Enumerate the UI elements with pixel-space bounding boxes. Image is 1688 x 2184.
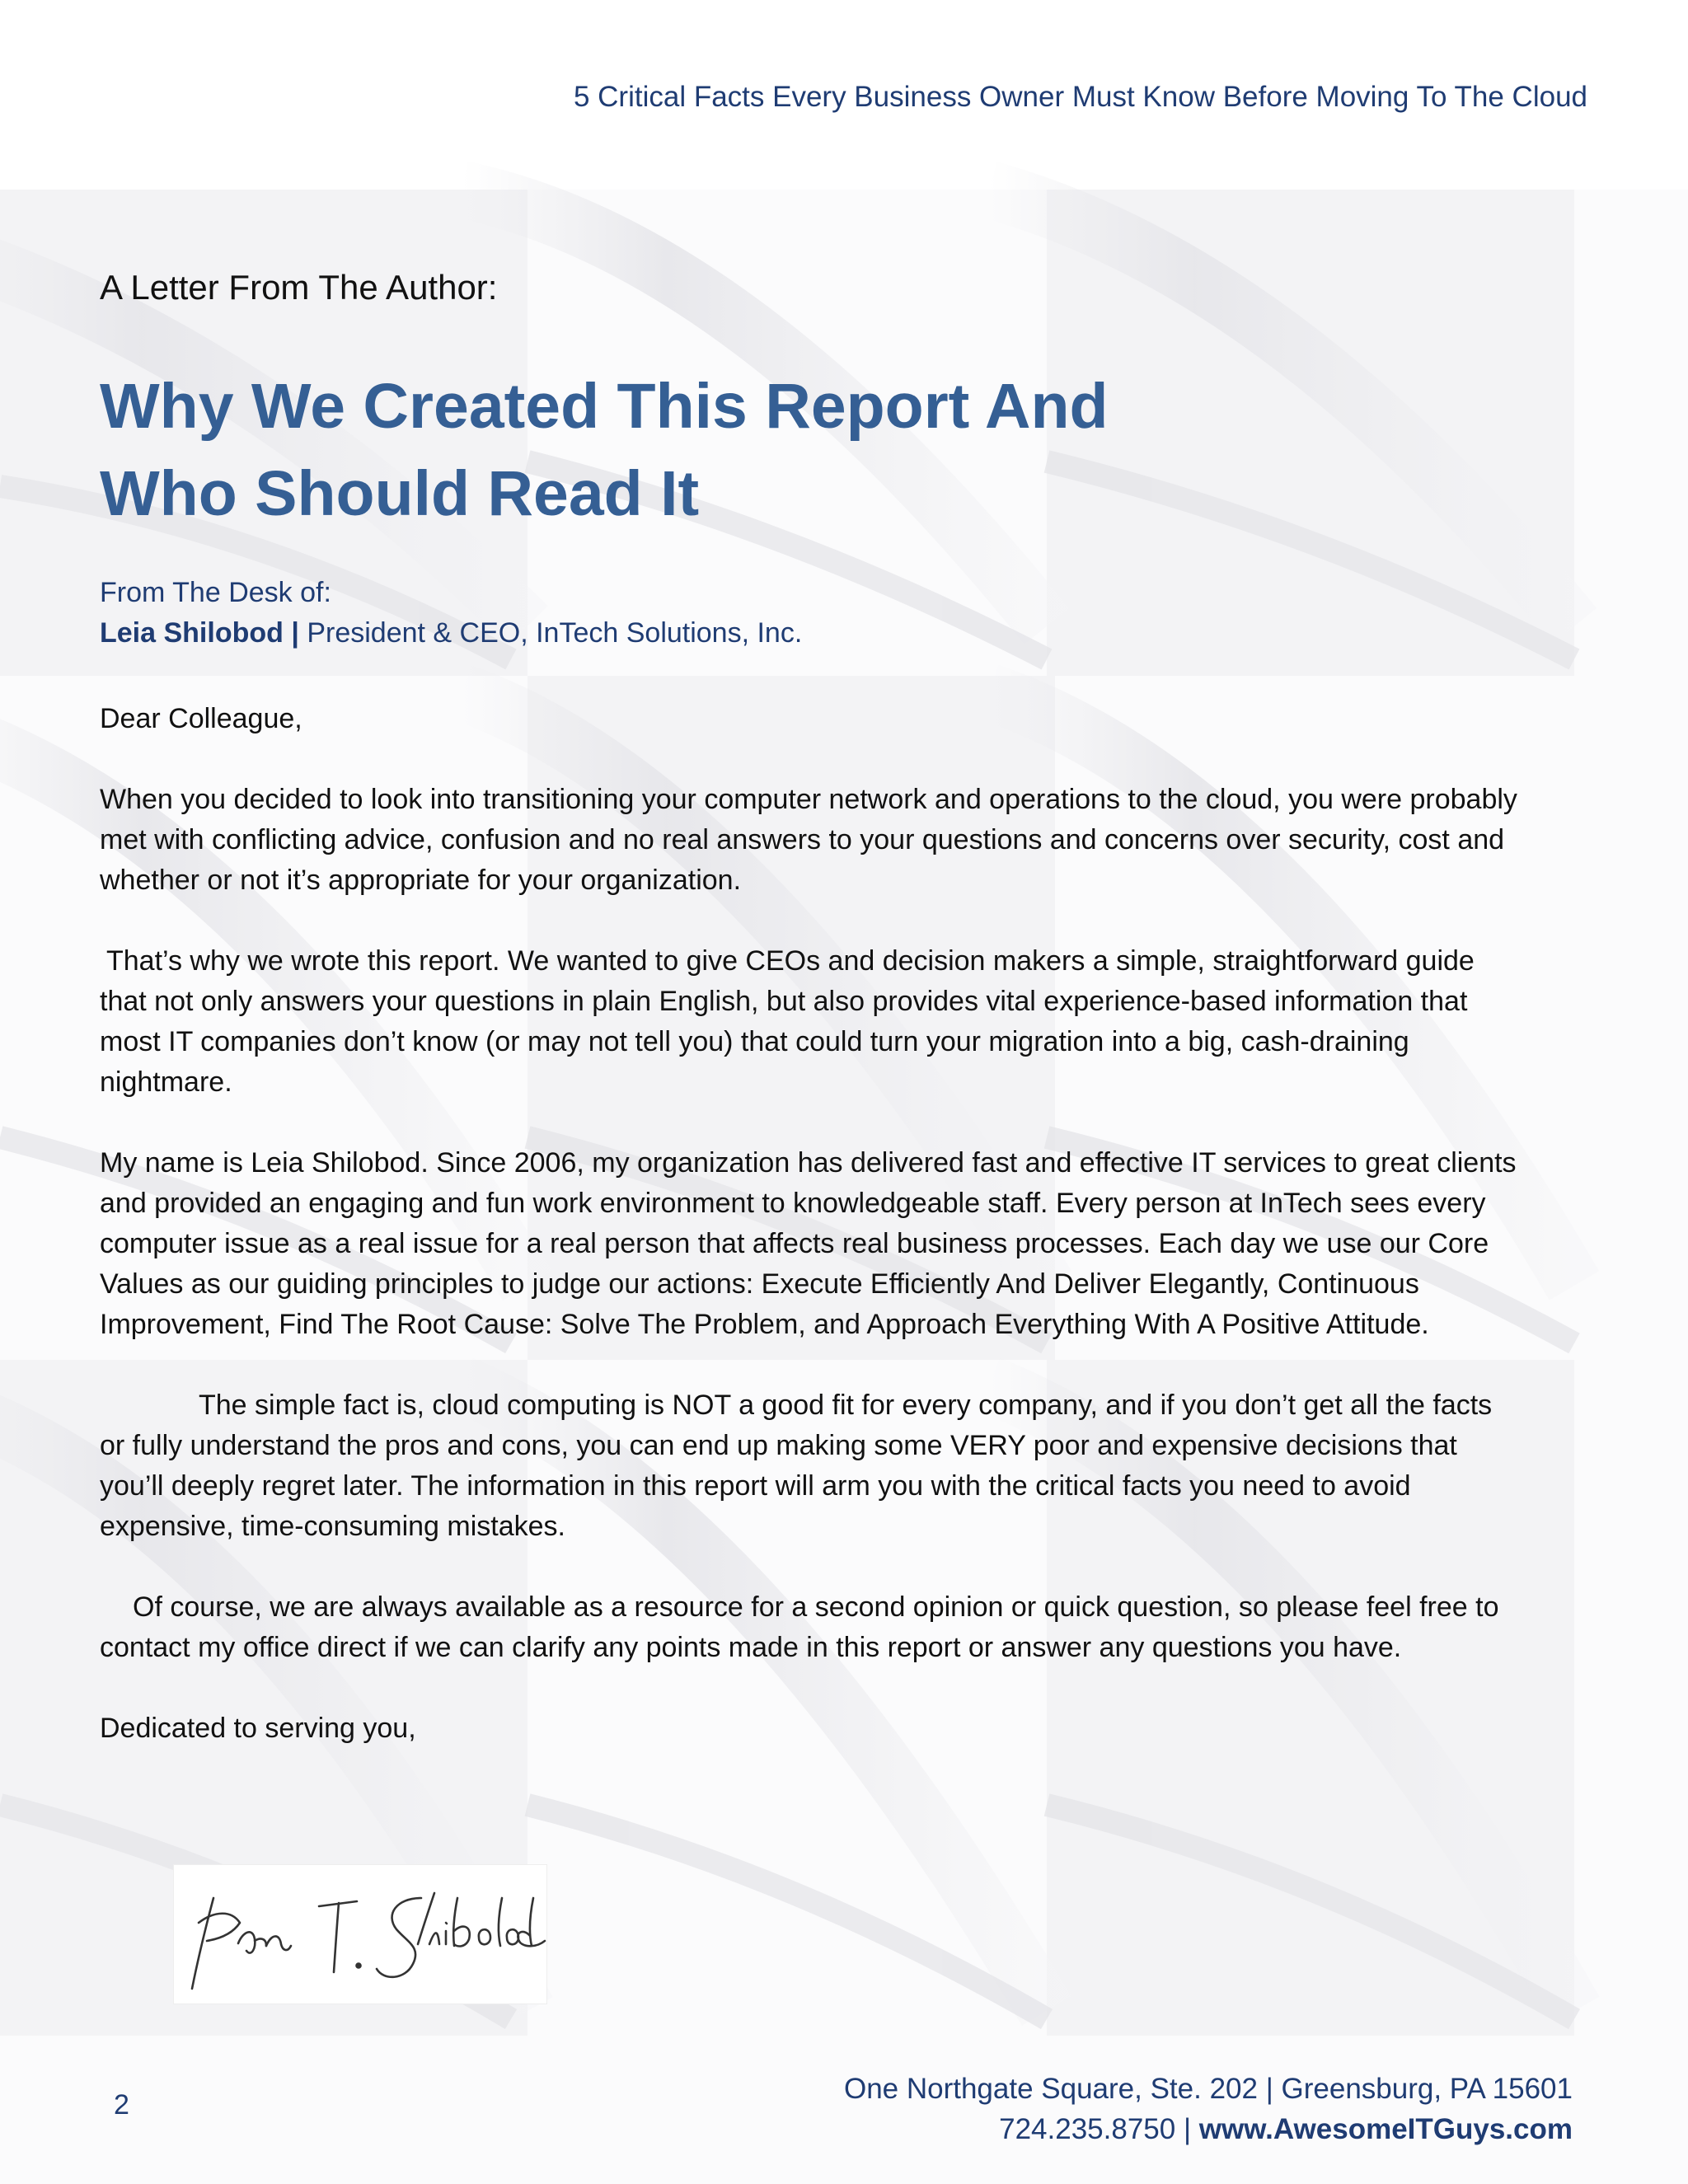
body-paragraph: Of course, we are always available as a resource for a second opinion or quick question, so please feel free to contact my office direct if we can clarify any points made in this report or answer any questions you have.	[100, 1591, 1499, 1663]
from-desk-label: From The Desk of:	[100, 577, 331, 608]
body-paragraph: When you decided to look into transitioning your computer network and operations to the cloud, you were probably met with conflicting advice, confusion and no real answers to your questions and concerns over security, cost and whether or not it’s appropriate for your organization.	[100, 784, 1517, 896]
letter-body	[100, 699, 1517, 1789]
author-line	[100, 617, 802, 649]
page-number: 2	[114, 2089, 129, 2121]
body-paragraph: That’s why we wrote this report. We wanted to give CEOs and decision makers a simple, straightforward guide that not only answers your questions in plain English, but also provides vital experience-based information that most IT companies don’t know (or may not tell you) that could turn your migration into a big, cash-draining nightmare.	[100, 945, 1475, 1098]
closing: Dedicated to serving you,	[100, 1713, 416, 1744]
salutation: Dear Colleague,	[100, 703, 302, 734]
letter-kicker: A Letter From The Author:	[100, 268, 498, 307]
footer-contact	[844, 2069, 1573, 2149]
body-paragraph: The simple fact is, cloud computing is NOT a good fit for every company, and if you don’t get all the facts or fully understand the pros and cons, you can end up making some VERY poor and expensive decisions that you’ll deeply regret later. The information in this report will arm you with the critical facts you need to avoid expensive, time-consuming mistakes.	[100, 1390, 1493, 1542]
author-separator: |	[291, 617, 299, 649]
footer-phone: 724.235.8750	[999, 2113, 1176, 2145]
body-paragraph: My name is Leia Shilobod. Since 2006, my organization has delivered fast and effective IT services to great clients and provided an engaging and fun work environment to knowledgeable staff. Every person at InTech sees every computer issue as a real issue for a real person that affects real business processes. Each day we use our Core Values as our guiding principles to judge our actions: Execute Efficiently And Deliver Elegantly, Continuous Improvement, Find The Root Cause: Solve The Problem, and Approach Everything With A Positive Attitude.	[100, 1147, 1517, 1340]
title-line-1: Why We Created This Report And	[100, 371, 1109, 442]
running-header: 5 Critical Facts Every Business Owner Must Know Before Moving To The Cloud	[573, 81, 1587, 113]
title-line-2: Who Should Read It	[100, 458, 700, 529]
author-name: Leia Shilobod	[100, 617, 284, 649]
author-title: President & CEO, InTech Solutions, Inc.	[307, 617, 803, 649]
page-title	[100, 363, 1109, 537]
signature-image	[173, 1864, 547, 2004]
footer-address: One Northgate Square, Ste. 202 | Greensburg, PA 15601	[843, 2073, 1573, 2105]
footer-phone-web	[844, 2109, 1573, 2149]
footer-website-link[interactable]: www.AwesomeITGuys.com	[1198, 2113, 1573, 2145]
footer-separator: |	[1183, 2113, 1192, 2145]
